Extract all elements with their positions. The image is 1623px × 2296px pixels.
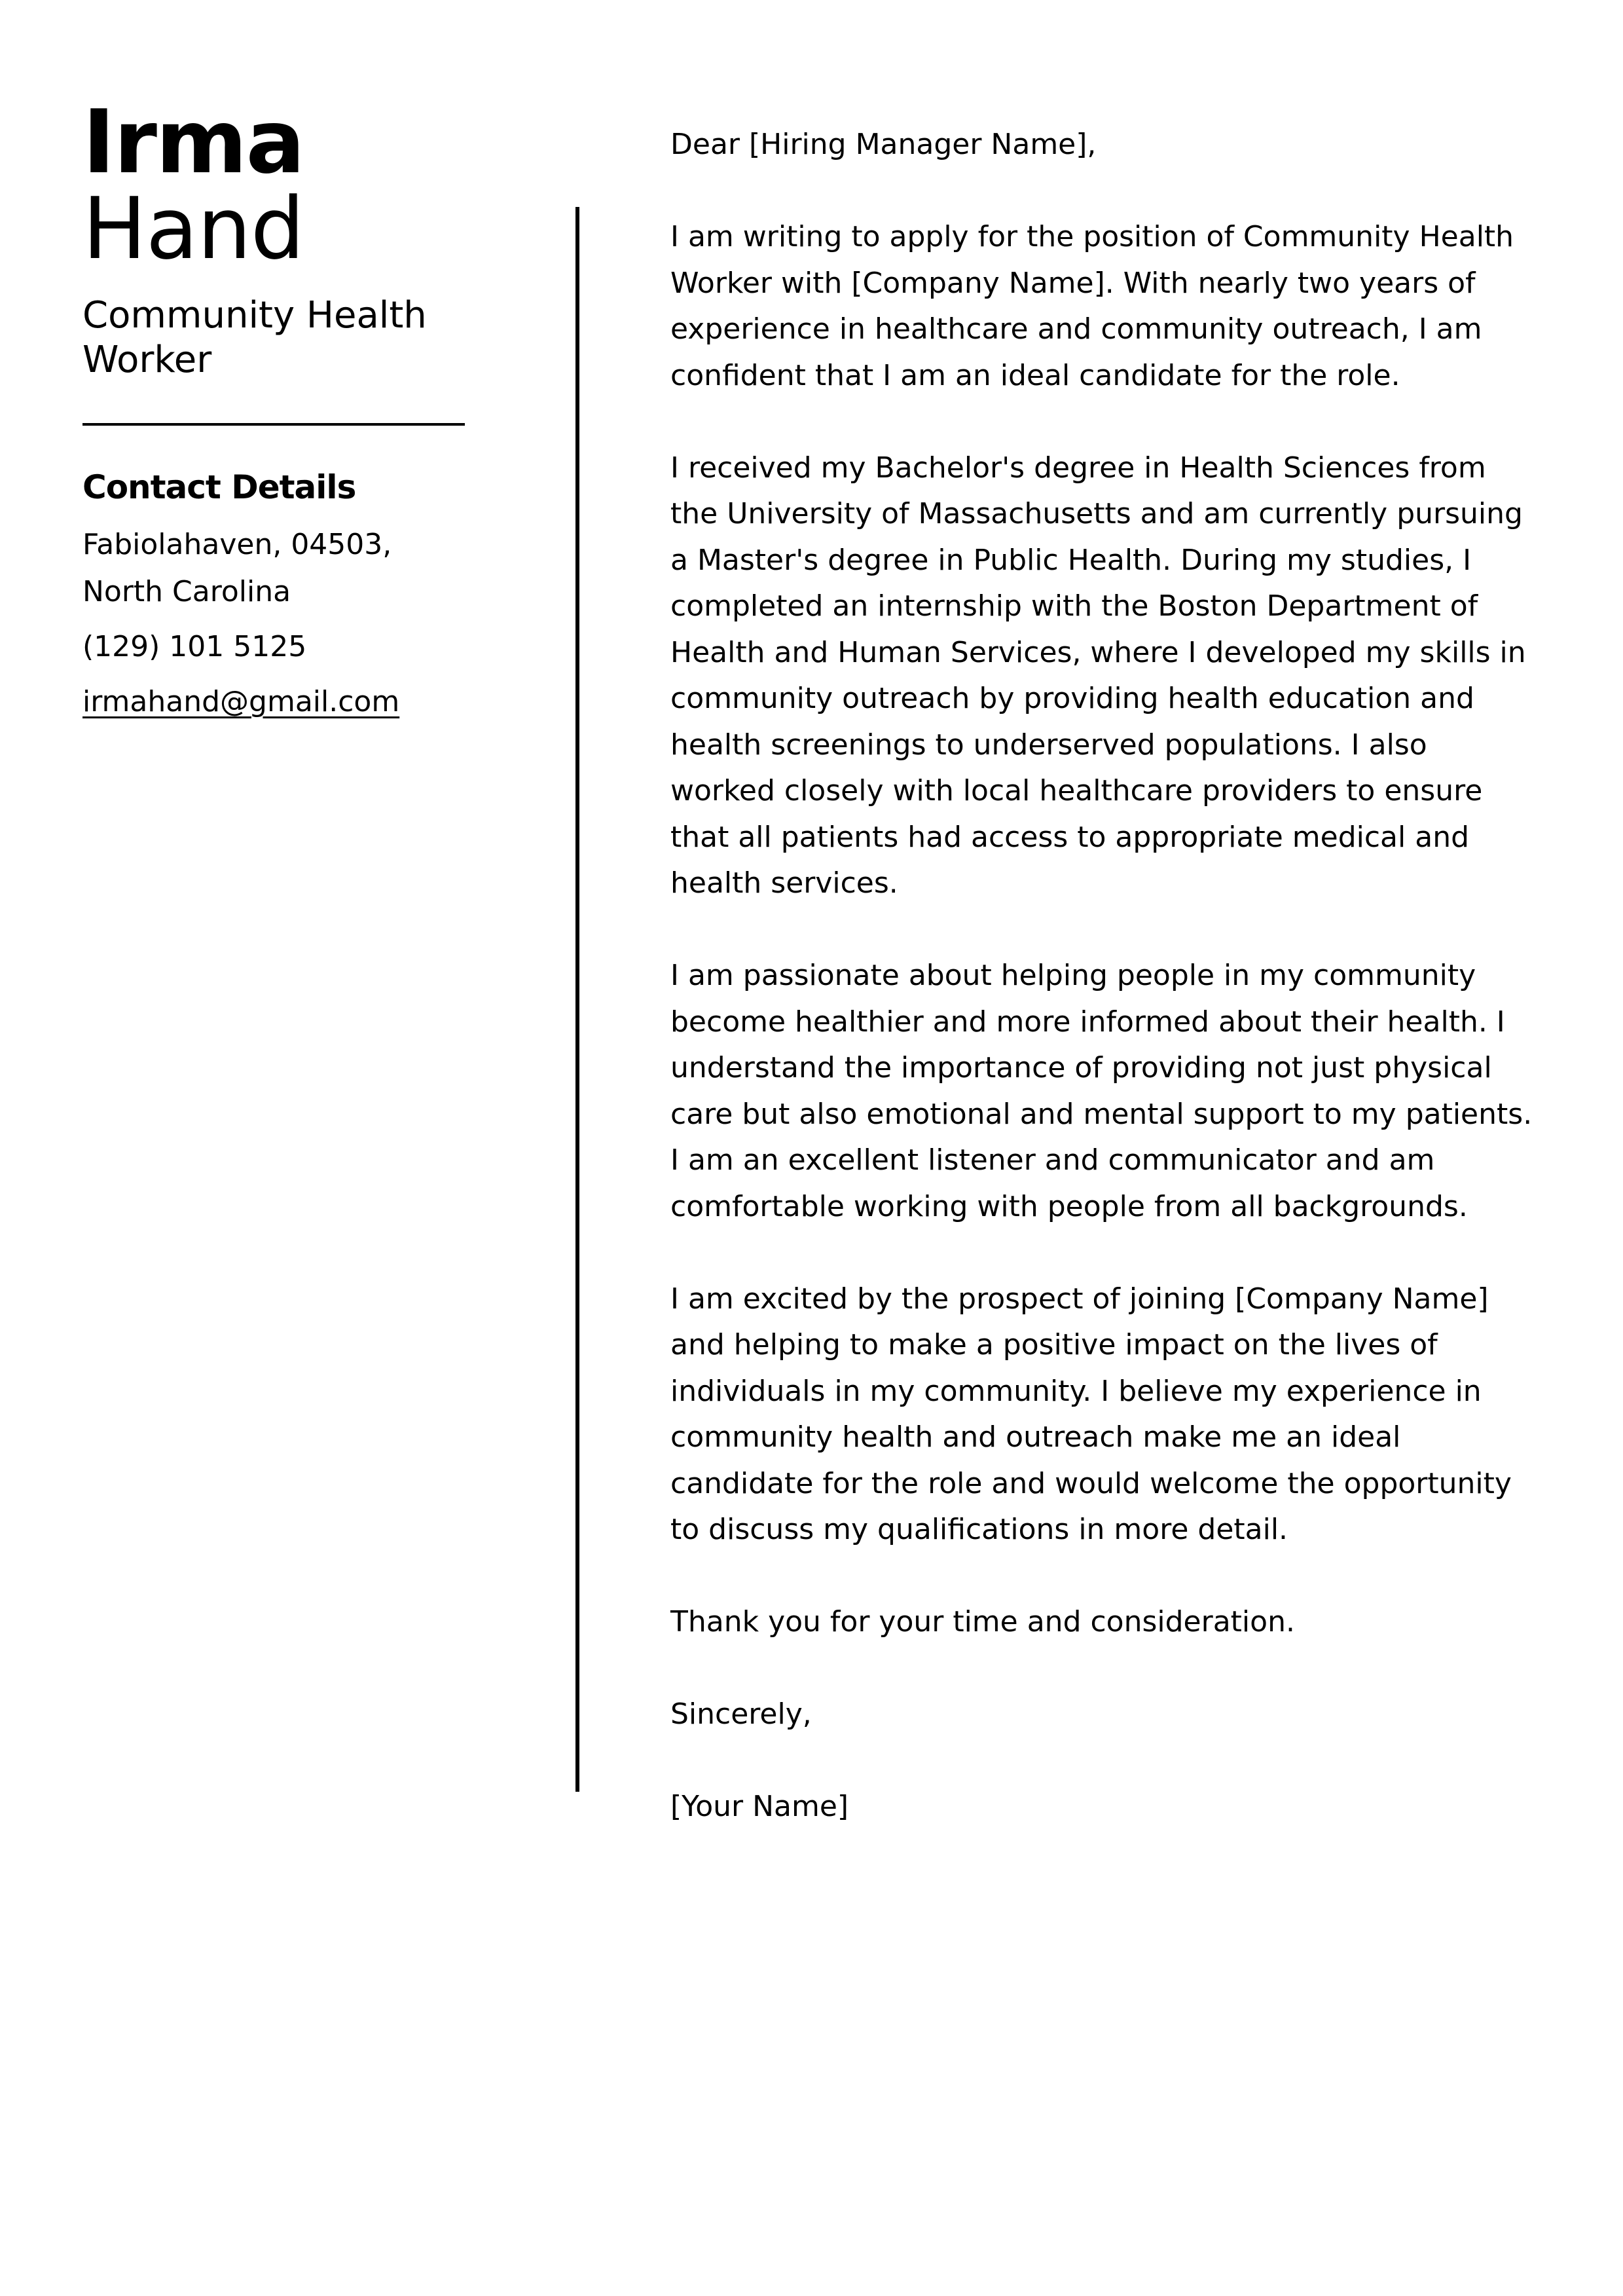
contact-address: Fabiolahaven, 04503, North Carolina	[82, 528, 392, 608]
letter-body	[670, 122, 1535, 1876]
contact-email-link[interactable]: irmahand@gmail.com	[82, 685, 400, 718]
letter-paragraph: I am excited by the prospect of joining [Company Name] and helping to make a positive impact on the lives of individuals in my community. I believe my experience in community health and outreach make me an ideal candidate for the role and would welcome the opportunity to discuss my qualifications in more detail.	[670, 1282, 1512, 1546]
first-name: Irma	[82, 91, 304, 193]
closing: Sincerely,	[670, 1697, 812, 1731]
salutation: Dear [Hiring Manager Name],	[670, 128, 1097, 161]
letter-paragraph: I am writing to apply for the position of Community Health Worker with [Company Name]. With nearly two years of experience in healthcare and community outreach, I am confident that I am an ideal candidate for the role.	[670, 220, 1514, 392]
sidebar-divider	[82, 423, 465, 426]
last-name: Hand	[82, 179, 304, 278]
signature: [Your Name]	[670, 1790, 849, 1823]
contact-heading: Contact Details	[82, 468, 356, 506]
job-title: Community Health Worker	[82, 294, 427, 381]
letter-paragraph: I received my Bachelor's degree in Health Sciences from the University of Massachusetts and am currently pursuing a Master's degree in Public Health. During my studies, I completed an internship with the Boston Department of Health and Human Services, where I developed my skills in community outreach by providing health education and health screenings to underserved populations. I also worked closely with local healthcare providers to ensure that all patients had access to appropriate medical and health services.	[670, 451, 1526, 900]
letter-paragraph: Thank you for your time and consideration.	[670, 1605, 1295, 1639]
sidebar	[82, 91, 469, 726]
letter-paragraph: I am passionate about helping people in my community become healthier and more informed about their health. I understand the importance of providing not just physical care but also emotional and mental support to my patients. I am an excellent listener and communicator and am comfortable working with people from all backgrounds.	[670, 959, 1533, 1223]
vertical-divider	[575, 207, 579, 1792]
contact-phone: (129) 101 5125	[82, 630, 307, 663]
